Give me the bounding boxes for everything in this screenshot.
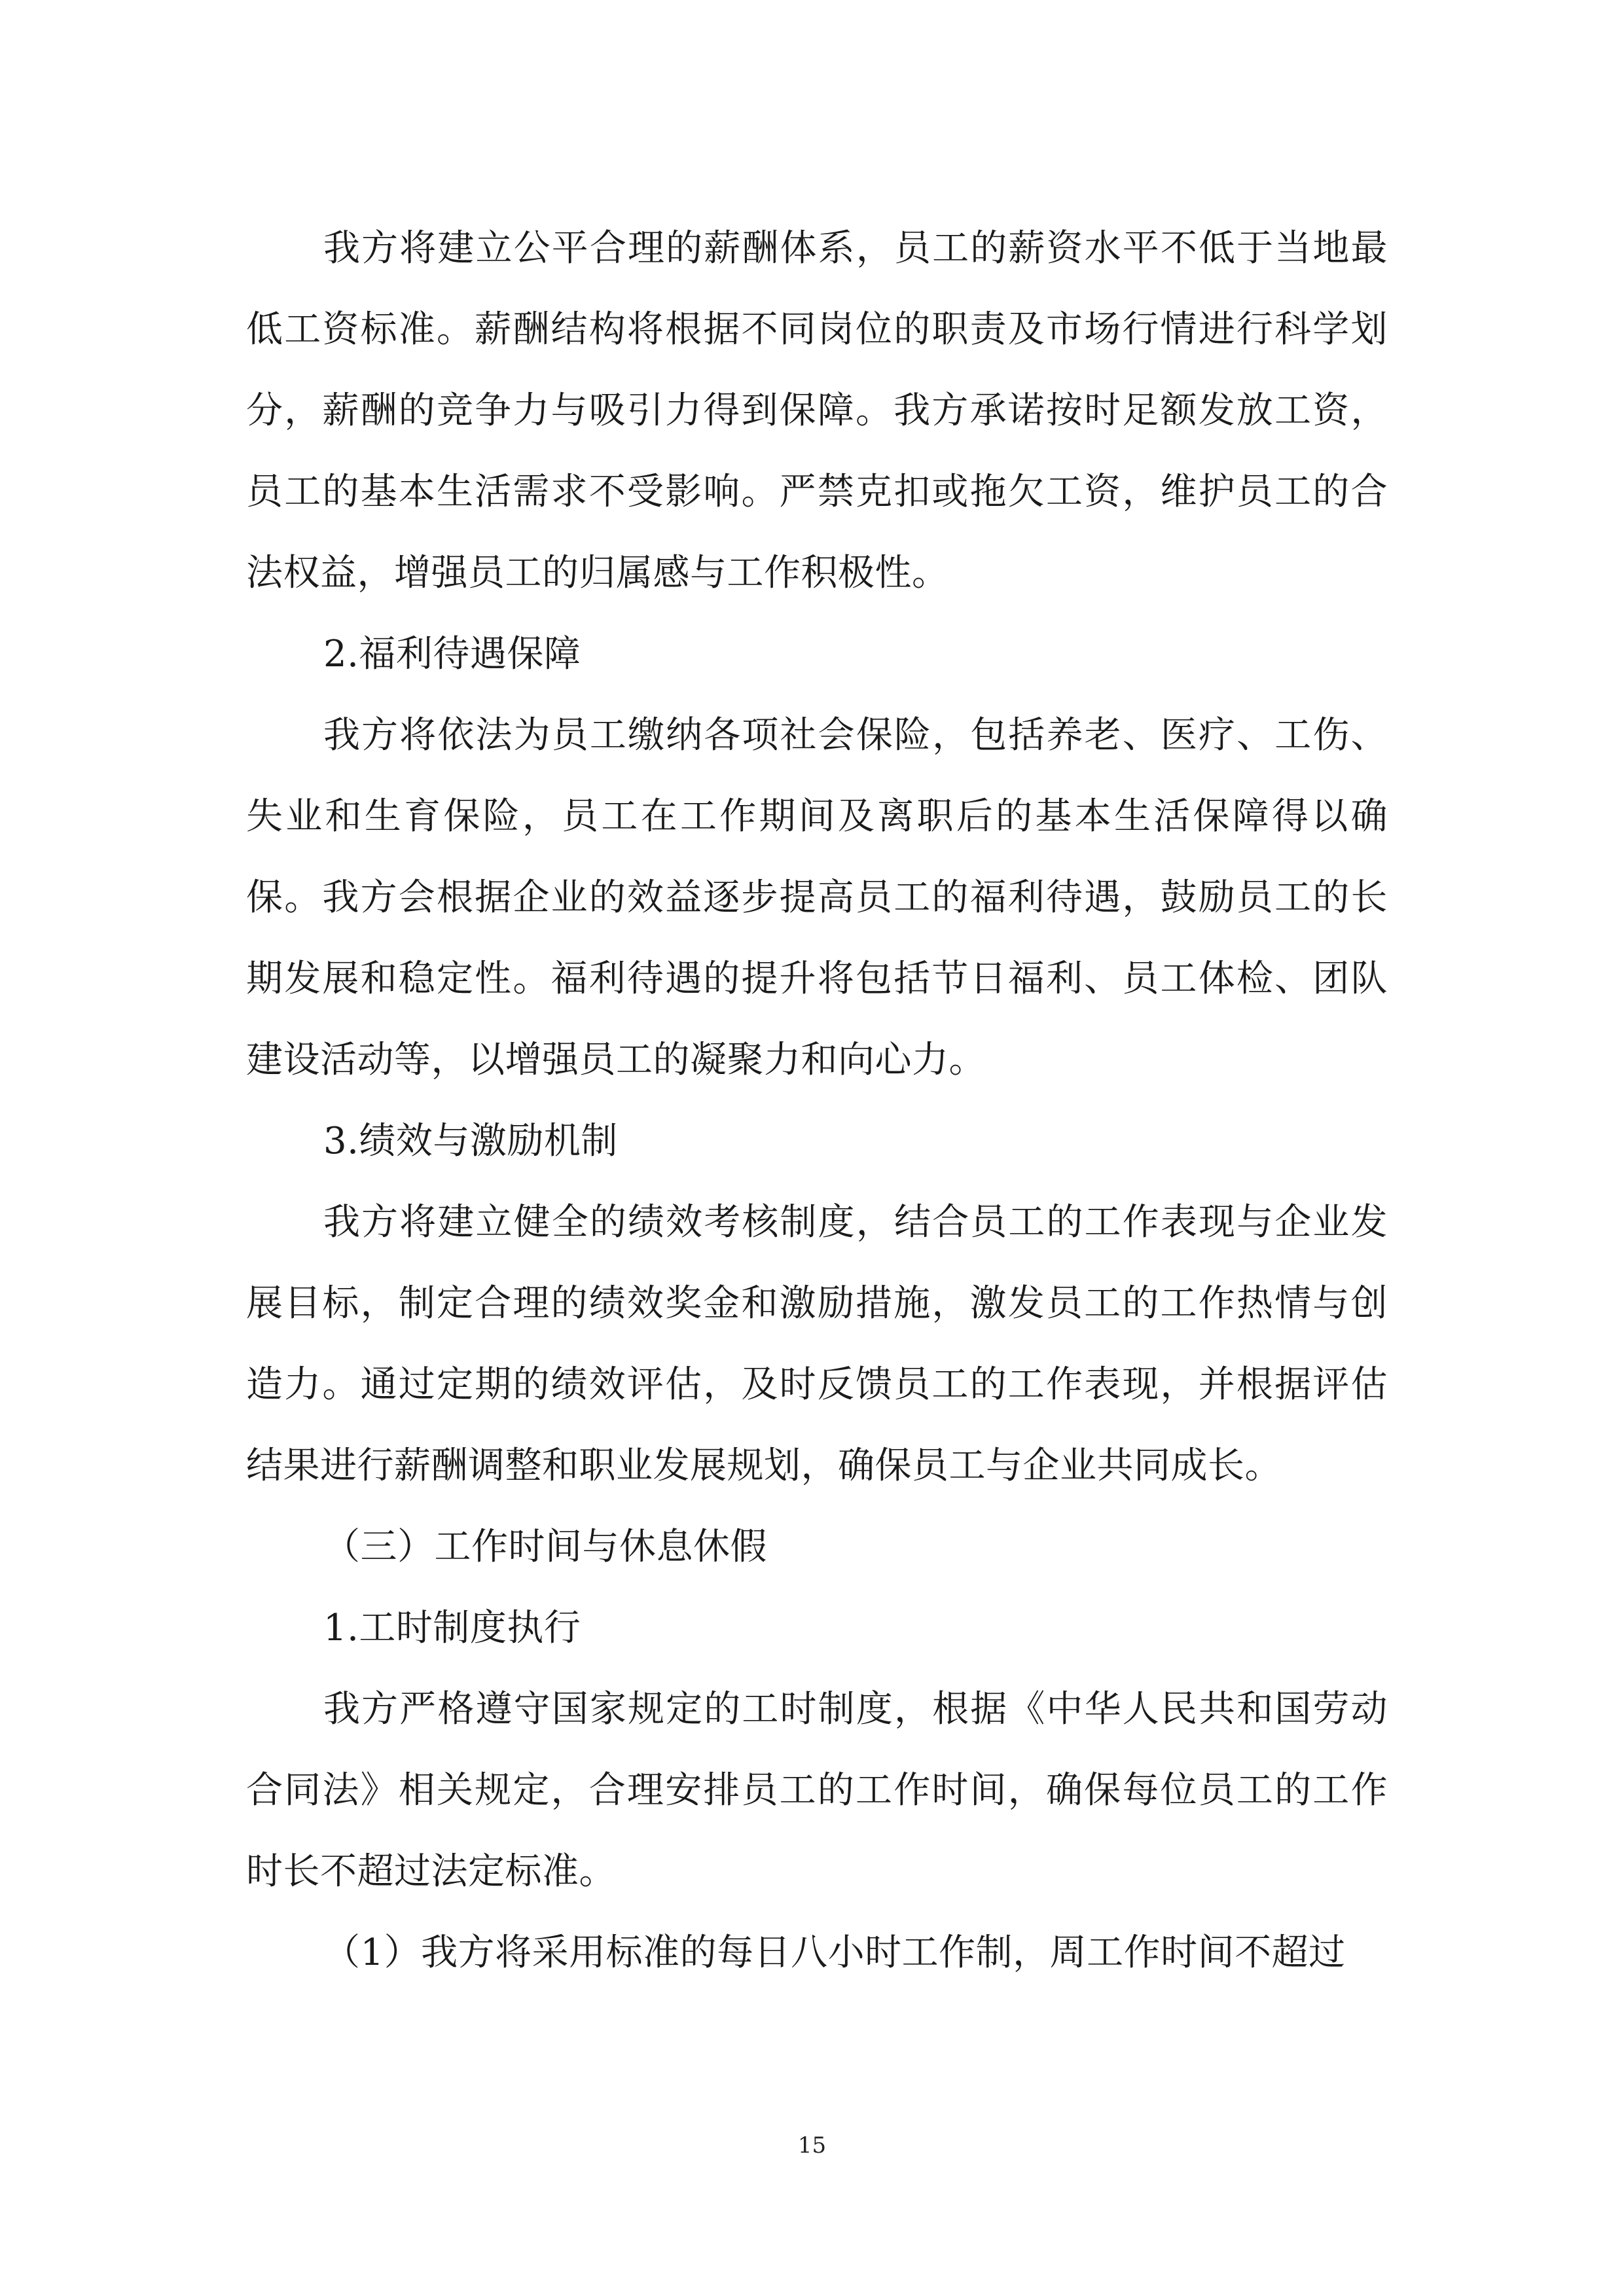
paragraph-salary-system: 我方将建立公平合理的薪酬体系，员工的薪资水平不低于当地最低工资标准。薪酬结构将根据不同岗位的职责及市场行情进行科学划分，薪酬的竞争力与吸引力得到保障。我方承诺按时足额发放工资，员工的基本生活需求不受影响。严禁克扣或拖欠工资，维护员工的合法权益，增强员工的归属感与工作积极性。 — [246, 227, 1388, 594]
heading-welfare-guarantee: 2.福利待遇保障 — [323, 633, 581, 675]
paragraph-performance-appraisal: 我方将建立健全的绩效考核制度，结合员工的工作表现与企业发展目标，制定合理的绩效奖金和激励措施，激发员工的工作热情与创造力。通过定期的绩效评估，及时反馈员工的工作表现，并根据评估结果进行薪酬调整和职业发展规划，确保员工与企业共同成长。 — [246, 1201, 1388, 1487]
heading-working-hours-system: 1.工时制度执行 — [323, 1607, 581, 1649]
heading-performance-incentive: 3.绩效与激励机制 — [323, 1120, 618, 1162]
page-body — [246, 208, 1388, 1994]
page-number: 15 — [797, 2132, 827, 2159]
heading-working-hours-rest: （三）工作时间与休息休假 — [323, 1526, 767, 1568]
paragraph-social-insurance: 我方将依法为员工缴纳各项社会保险，包括养老、医疗、工伤、失业和生育保险，员工在工作期间及离职后的基本生活保障得以确保。我方会根据企业的效益逐步提高员工的福利待遇，鼓励员工的长期发展和稳定性。福利待遇的提升将包括节日福利、员工体检、团队建设活动等，以增强员工的凝聚力和向心力。 — [246, 714, 1388, 1081]
paragraph-working-hours-compliance: 我方严格遵守国家规定的工时制度，根据《中华人民共和国劳动合同法》相关规定，合理安排员工的工作时间，确保每位员工的工作时长不超过法定标准。 — [246, 1688, 1388, 1893]
paragraph-eight-hour-workday: （1）我方将采用标准的每日八小时工作制，周工作时间不超过 — [323, 1931, 1346, 1974]
